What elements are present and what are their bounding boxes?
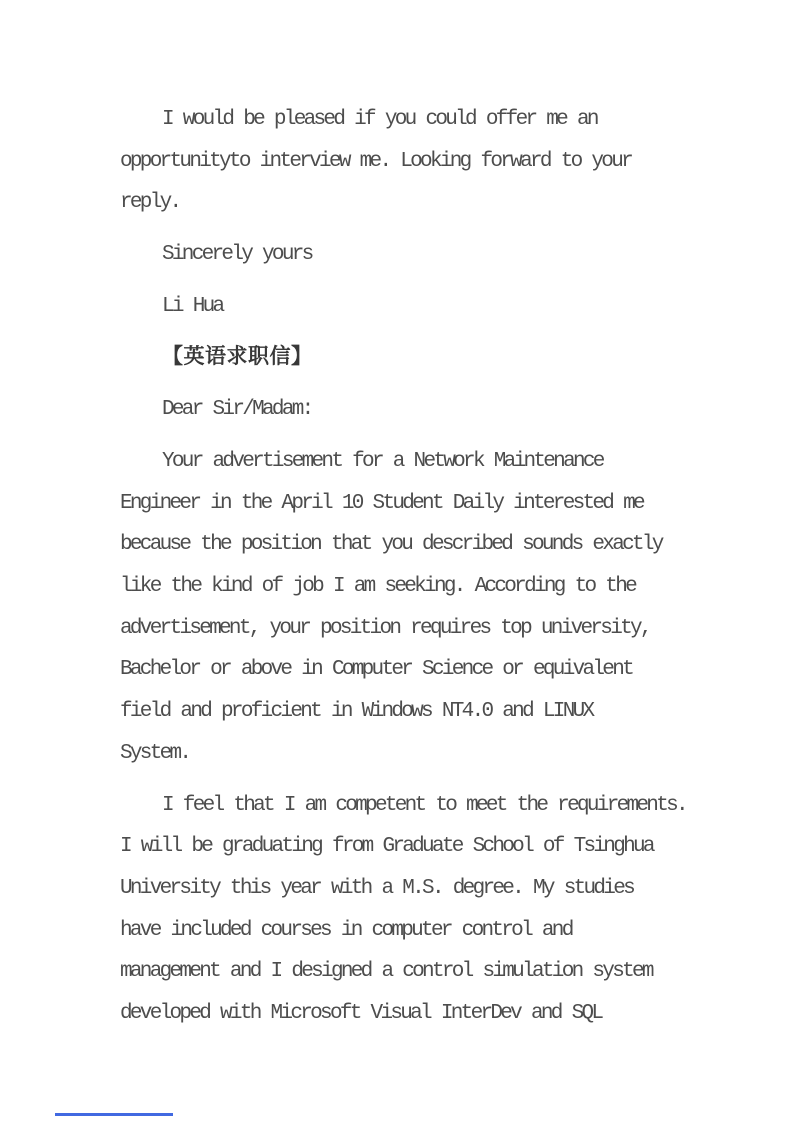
letter-body bbox=[120, 99, 686, 1045]
text-line: System. bbox=[120, 741, 190, 765]
cutoff-link-underline bbox=[55, 1113, 173, 1116]
paragraph-qualifications-paragraph bbox=[120, 785, 686, 1035]
text-line: I would be pleased if you could offer me an bbox=[162, 108, 597, 131]
paragraph-signature bbox=[120, 286, 680, 328]
text-line: I will be graduating from Graduate School of Tsinghua bbox=[120, 835, 653, 859]
text-line: field and proficient in Windows NT4.0 and LINUX bbox=[120, 700, 593, 724]
paragraph-sign-off bbox=[120, 234, 680, 276]
paragraph-closing-request-paragraph bbox=[120, 99, 680, 224]
text-line: I feel that I am competent to meet the requirements. bbox=[162, 793, 686, 817]
text-line: 【英语求职信】 bbox=[162, 346, 313, 370]
text-line: Your advertisement for a Network Maintenance bbox=[162, 449, 603, 473]
text-line: because the position that you described sounds exactly bbox=[120, 533, 662, 557]
text-line: like the kind of job I am seeking. According to the bbox=[120, 575, 636, 599]
text-line: have included courses in computer control and bbox=[120, 918, 572, 942]
paragraph-section-heading bbox=[120, 338, 680, 380]
text-line: advertisement, your position requires top university, bbox=[120, 616, 650, 640]
text-line: Engineer in the April 10 Student Daily interested me bbox=[120, 491, 643, 515]
text-line: developed with Microsoft Visual InterDev and SQL bbox=[120, 1002, 602, 1026]
text-line: Sincerely yours bbox=[162, 243, 312, 267]
text-line: Dear Sir/Madam: bbox=[162, 398, 312, 422]
text-line: management and I designed a control simulation system bbox=[120, 960, 652, 984]
text-line: University this year with a M.S. degree. My studies bbox=[120, 876, 634, 900]
text-line: Li Hua bbox=[162, 294, 223, 318]
text-line: Bachelor or above in Computer Science or equivalent bbox=[120, 658, 633, 682]
text-line: opportunityto interview me. Looking forward to your bbox=[120, 149, 632, 173]
text-line: reply. bbox=[120, 191, 180, 215]
paragraph-advertisement-paragraph bbox=[120, 441, 680, 775]
paragraph-salutation bbox=[120, 389, 680, 431]
